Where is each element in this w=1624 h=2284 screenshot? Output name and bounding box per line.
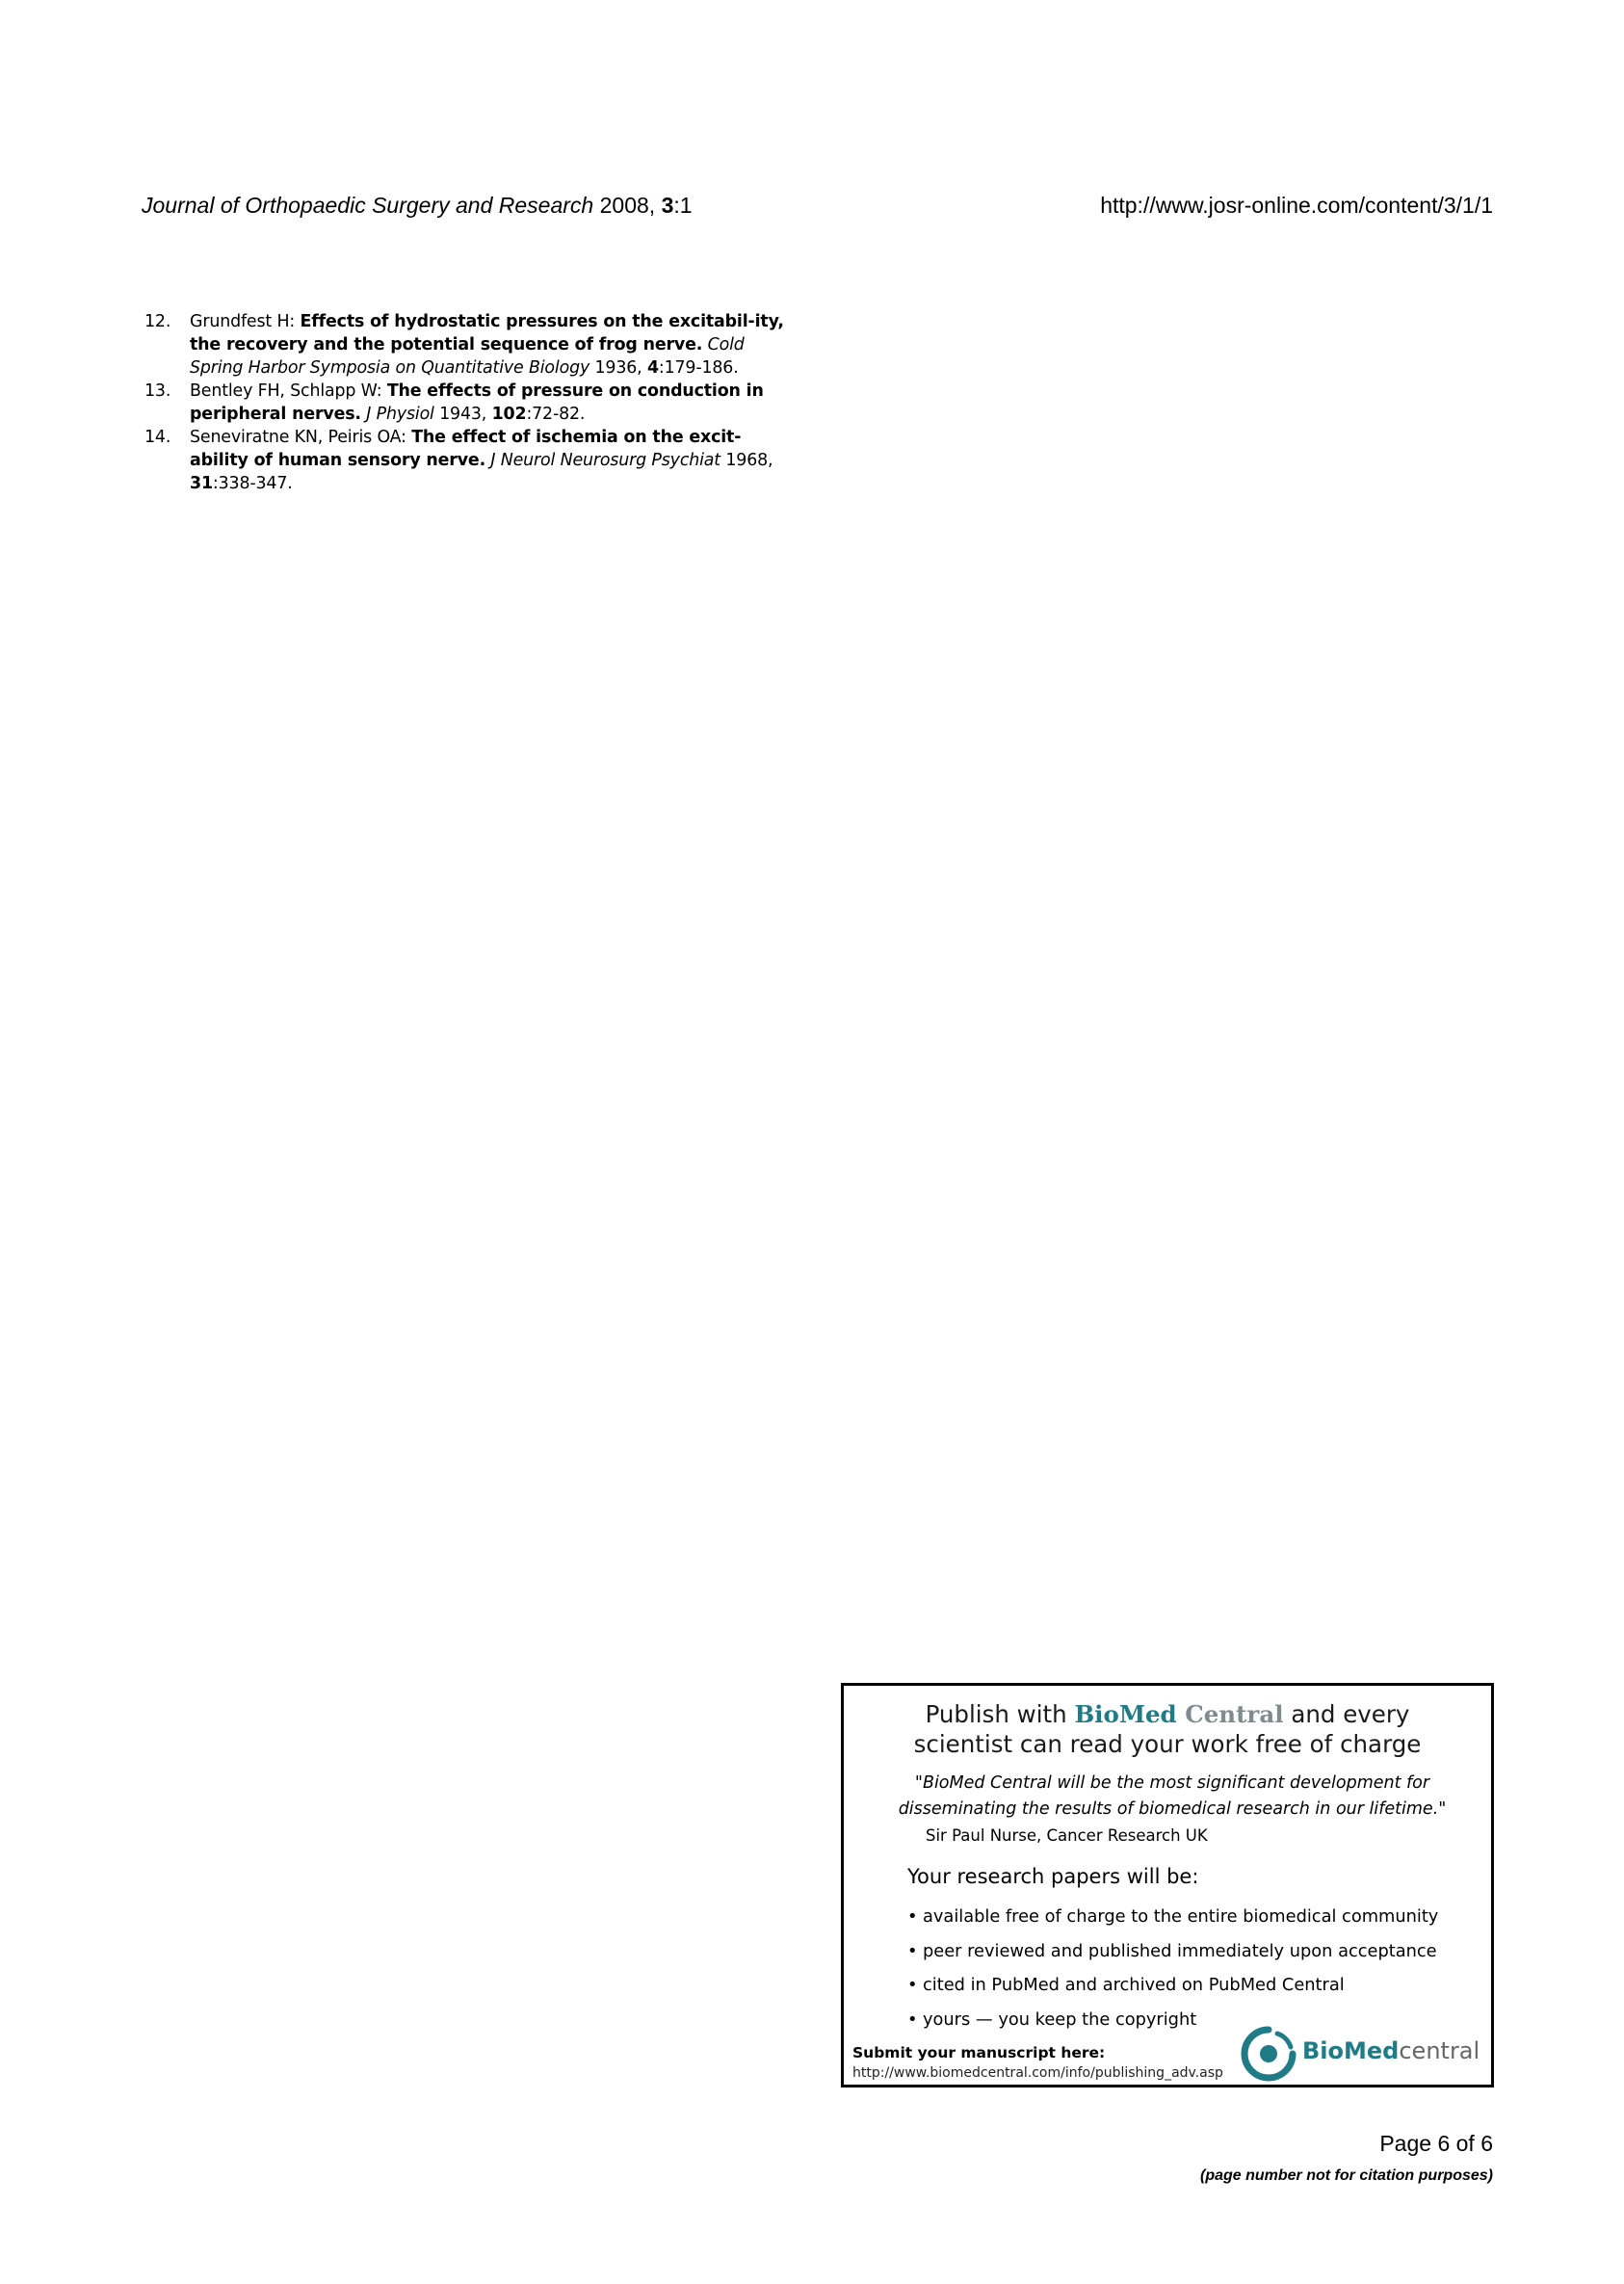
list-item: [907, 1934, 1438, 1969]
journal-issue: :1: [673, 193, 693, 218]
reference-journal: Cold Spring Harbor Symposia on Quantitative Biology: [190, 335, 745, 378]
reference-number: 12.: [144, 312, 171, 331]
list-item: [907, 1968, 1438, 2003]
journal-volume: 3: [661, 193, 674, 218]
bullet-icon: •: [907, 1940, 918, 1961]
reference-item: [144, 380, 796, 426]
reference-number: 13.: [144, 381, 171, 401]
page-number-note: (page number not for citation purposes): [1199, 2167, 1493, 2184]
publisher-advertisement: [841, 1683, 1494, 2087]
reference-volume: 31: [190, 474, 213, 493]
reference-journal: J Neurol Neurosurg Psychiat: [490, 451, 720, 470]
reference-authors: Grundfest H:: [190, 312, 296, 331]
bullet-icon: •: [907, 1975, 918, 1995]
journal-title: Journal of Orthopaedic Surgery and Research: [142, 193, 594, 218]
ad-submit-label: Submit your manuscript here:: [852, 2044, 1106, 2061]
ad-quote-author: Sir Paul Nurse, Cancer Research UK: [926, 1826, 1208, 1845]
reference-volume: 4: [646, 358, 659, 378]
ad-brand-biomed: BioMed: [1074, 1700, 1177, 1728]
running-header-url[interactable]: http://www.josr-online.com/content/3/1/1: [1100, 193, 1493, 218]
reference-volume: 102: [491, 405, 527, 424]
reference-title: The effects of pressure on conduction in peripheral nerves.: [190, 381, 764, 424]
reference-number: 14.: [144, 428, 171, 447]
logo-wordmark: [1302, 2037, 1480, 2064]
reference-pages: :72-82.: [526, 405, 586, 424]
reference-pages: :338-347.: [212, 474, 293, 493]
reference-year: 1968,: [725, 451, 773, 470]
ad-benefit-text: available free of charge to the entire biomedical community: [923, 1906, 1439, 1927]
journal-year: 2008,: [599, 193, 656, 218]
reference-list: [144, 310, 796, 495]
reference-authors: Bentley FH, Schlapp W:: [190, 381, 382, 401]
list-item: [907, 1900, 1438, 1934]
ad-benefit-text: yours — you keep the copyright: [923, 2008, 1197, 2030]
reference-item: [144, 310, 796, 380]
ad-benefit-list: [907, 1900, 1438, 2036]
ad-headline: [844, 1699, 1491, 1759]
bullet-icon: •: [907, 1906, 918, 1927]
bullet-icon: •: [907, 2008, 918, 2030]
ad-brand: [1074, 1700, 1283, 1728]
reference-item: [144, 426, 796, 495]
ad-submit-link[interactable]: http://www.biomedcentral.com/info/publishing_adv.asp: [852, 2065, 1223, 2081]
ad-headline-post: and every: [1291, 1700, 1410, 1728]
ad-headline-line2: scientist can read your work free of charge: [913, 1730, 1422, 1758]
reference-journal: J Physiol: [366, 405, 434, 424]
reference-year: 1936,: [594, 358, 642, 378]
logo-central: central: [1399, 2037, 1480, 2064]
reference-pages: :179-186.: [658, 358, 739, 378]
logo-biomed: BioMed: [1302, 2037, 1400, 2064]
ad-list-title: Your research papers will be:: [907, 1865, 1199, 1888]
running-header-citation: [142, 191, 693, 220]
biomedcentral-logo: [1239, 2024, 1480, 2084]
page-number: Page 6 of 6: [1379, 2131, 1493, 2156]
reference-authors: Seneviratne KN, Peiris OA:: [190, 428, 406, 447]
reference-year: 1943,: [439, 405, 487, 424]
biomedcentral-swirl-icon: [1239, 2024, 1298, 2084]
ad-benefit-text: cited in PubMed and archived on PubMed Central: [923, 1975, 1345, 1995]
ad-quote: "BioMed Central will be the most significant development for disseminating the results of biomedical research in our lifetime.": [898, 1773, 1447, 1819]
reference-title: The effect of ischemia on the excit-ability of human sensory nerve.: [190, 428, 742, 470]
reference-title: Effects of hydrostatic pressures on the excitabil-ity, the recovery and the potential sequence of frog nerve.: [190, 312, 784, 354]
ad-brand-central: Central: [1185, 1700, 1284, 1728]
ad-headline-pre: Publish with: [925, 1700, 1067, 1728]
ad-benefit-text: peer reviewed and published immediately upon acceptance: [923, 1940, 1437, 1961]
